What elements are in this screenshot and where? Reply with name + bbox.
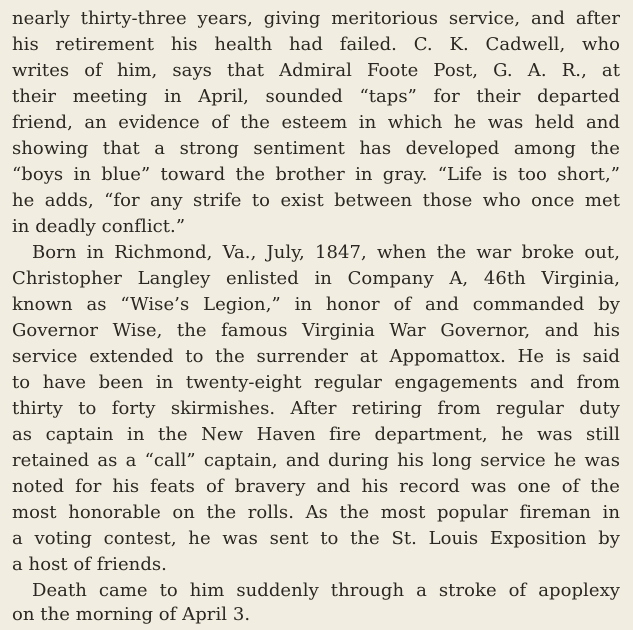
text-line: showing that a strong sentiment has developed among the xyxy=(12,138,620,159)
text-line: service extended to the surrender at Appomattox. He is said xyxy=(12,346,620,367)
text-line: a host of friends. xyxy=(12,554,167,575)
text-line: friend, an evidence of the esteem in which he was held and xyxy=(12,112,620,133)
text-line: “boys in blue” toward the brother in gray. “Life is too short,” xyxy=(12,164,620,185)
text-line: he adds, “for any strife to exist between those who once met xyxy=(12,190,620,211)
text-line: on the morning of April 3. xyxy=(12,604,251,625)
text-line: thirty to forty skirmishes. After retiring from regular duty xyxy=(12,398,620,419)
text-line: Christopher Langley enlisted in Company A, 46th Virginia, xyxy=(12,268,620,289)
text-line: most honorable on the rolls. As the most popular fireman in xyxy=(12,502,620,523)
text-line: writes of him, says that Admiral Foote Post, G. A. R., at xyxy=(12,60,620,81)
text-line: retained as a “call” captain, and during his long service he was xyxy=(12,450,620,471)
text-line: noted for his feats of bravery and his record was one of the xyxy=(12,476,620,497)
text-line: their meeting in April, sounded “taps” for their departed xyxy=(12,86,620,107)
text-line: to have been in twenty-eight regular engagements and from xyxy=(12,372,620,393)
text-line: Death came to him suddenly through a stroke of apoplexy xyxy=(32,580,620,601)
text-line: nearly thirty-three years, giving meritorious service, and after xyxy=(12,8,620,29)
text-line: a voting contest, he was sent to the St. Louis Exposition by xyxy=(12,528,620,549)
text-line: Governor Wise, the famous Virginia War Governor, and his xyxy=(12,320,620,341)
text-line: in deadly conflict.” xyxy=(12,216,186,237)
text-line: Born in Richmond, Va., July, 1847, when the war broke out, xyxy=(32,242,620,263)
text-line: as captain in the New Haven fire department, he was still xyxy=(12,424,620,445)
text-line: known as “Wise’s Legion,” in honor of and commanded by xyxy=(12,294,620,315)
text-line: his retirement his health had failed. C. K. Cadwell, who xyxy=(12,34,620,55)
